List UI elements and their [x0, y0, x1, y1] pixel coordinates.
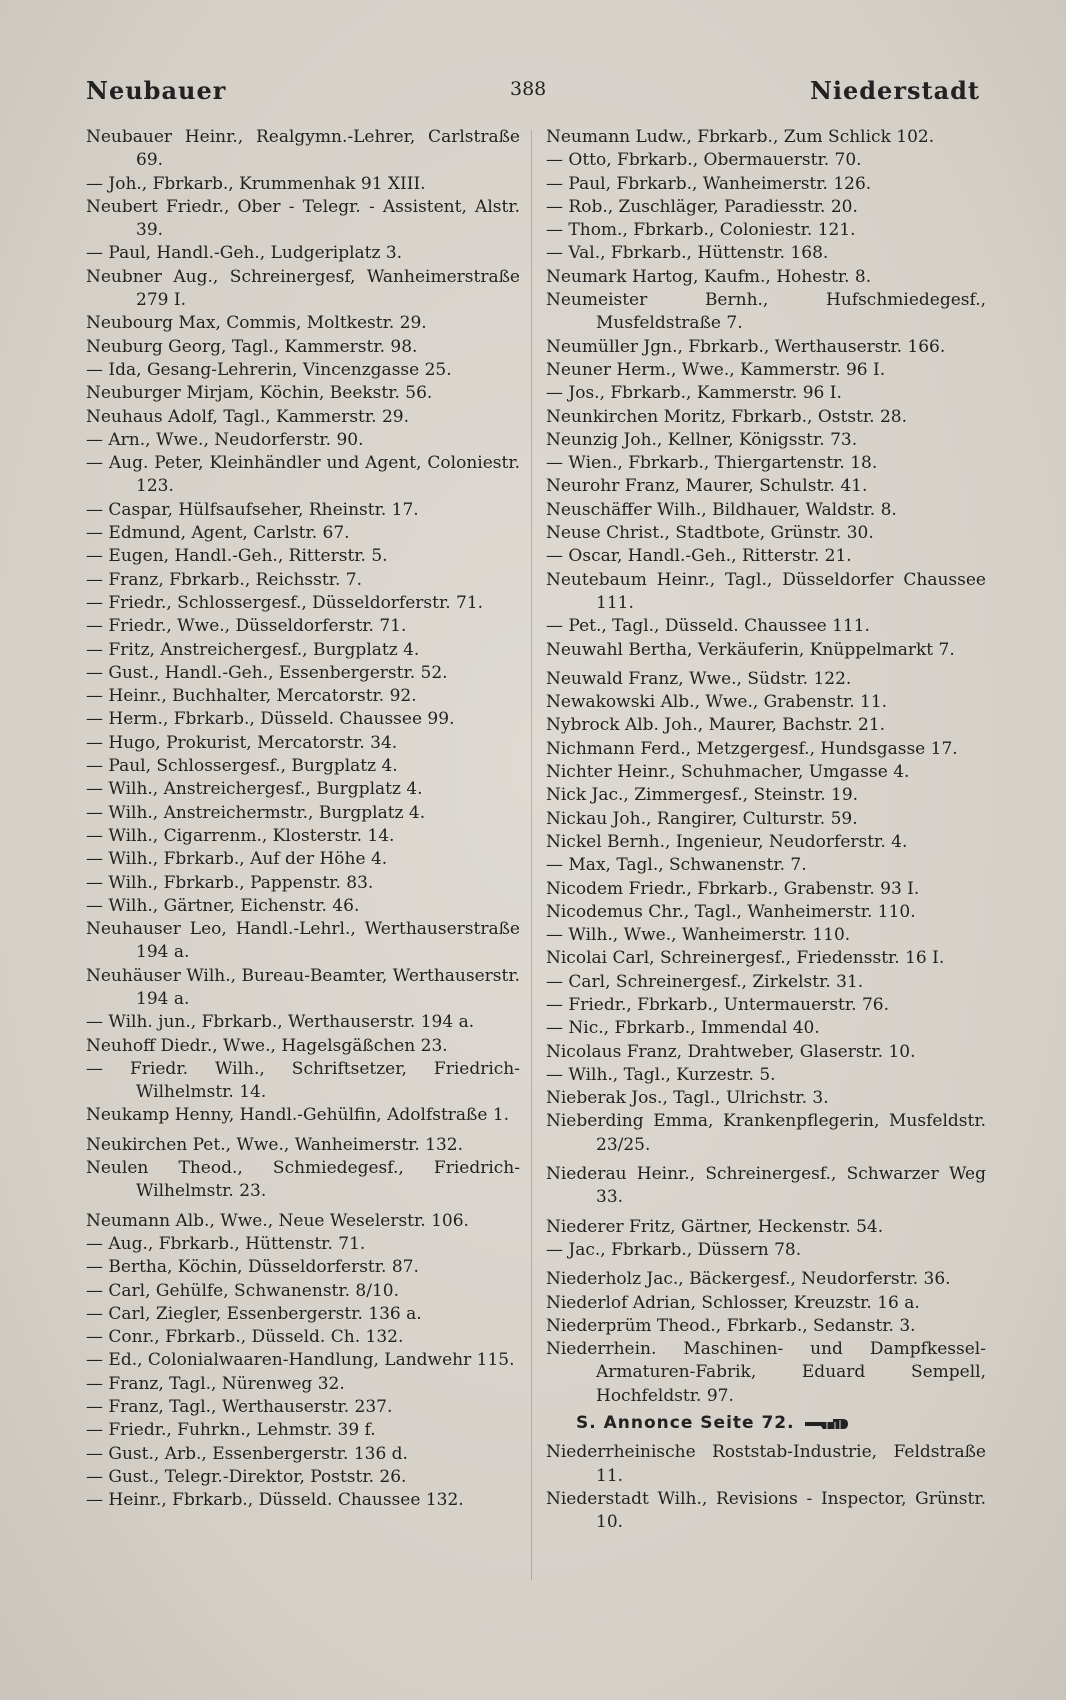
- list-item: — Gust., Handl.-Geh., Essenbergerstr. 52.: [86, 662, 448, 683]
- left-column: [86, 126, 520, 1513]
- list-item: — Friedr. Wilh., Schriftsetzer, Friedrich-Wilhelmstr. 14.: [86, 1058, 520, 1103]
- list-item: — Pet., Tagl., Düsseld. Chaussee 111.: [546, 616, 870, 637]
- list-item: Nybrock Alb. Joh., Maurer, Bachstr. 21.: [546, 715, 886, 736]
- list-item: Niederholz Jac., Bäckergesf., Neudorferstr. 36.: [546, 1269, 951, 1290]
- list-item: — Wilh., Gärtner, Eichenstr. 46.: [86, 895, 360, 916]
- list-item: — Gust., Telegr.-Direktor, Poststr. 26.: [86, 1466, 407, 1487]
- list-item: — Gust., Arb., Essenbergerstr. 136 d.: [86, 1443, 408, 1464]
- list-item: Newakowski Alb., Wwe., Grabenstr. 11.: [546, 692, 888, 713]
- list-item: — Wilh., Cigarrenm., Klosterstr. 14.: [86, 825, 395, 846]
- list-item: Neuburger Mirjam, Köchin, Beekstr. 56.: [86, 383, 433, 404]
- list-item: Neubner Aug., Schreinergesf, Wanheimerstraße 279 I.: [86, 266, 520, 311]
- list-item: — Edmund, Agent, Carlstr. 67.: [86, 523, 350, 544]
- list-item: Niederprüm Theod., Fbrkarb., Sedanstr. 3.: [546, 1315, 916, 1336]
- list-item: — Wilh., Fbrkarb., Pappenstr. 83.: [86, 872, 374, 893]
- list-item: — Carl, Schreinergesf., Zirkelstr. 31.: [546, 971, 864, 992]
- list-item: Niederrhein. Maschinen- und Dampfkessel-Armaturen-Fabrik, Eduard Sempell, Hochfeldstr. 97.: [546, 1339, 986, 1406]
- list-item: Nicolaus Franz, Drahtweber, Glaserstr. 10.: [546, 1041, 916, 1062]
- list-item: Neumark Hartog, Kaufm., Hohestr. 8.: [546, 266, 872, 287]
- list-item: Neuwahl Bertha, Verkäuferin, Knüppelmarkt 7.: [546, 639, 955, 660]
- list-item: — Wilh., Wwe., Wanheimerstr. 110.: [546, 925, 851, 946]
- list-item: — Val., Fbrkarb., Hüttenstr. 168.: [546, 243, 829, 264]
- list-item: — Otto, Fbrkarb., Obermauerstr. 70.: [546, 150, 862, 171]
- list-item: Neumeister Bernh., Hufschmiedegesf., Musfeldstraße 7.: [546, 290, 986, 334]
- list-item: Neubauer Heinr., Realgymn.-Lehrer, Carlstraße 69.: [86, 127, 520, 171]
- page-number: 388: [510, 78, 547, 100]
- list-item: — Wilh., Anstreichergesf., Burgplatz 4.: [86, 779, 423, 800]
- advertisement-reference-text: S. Annonce Seite 72.: [576, 1413, 795, 1434]
- list-item: — Aug., Fbrkarb., Hüttenstr. 71.: [86, 1233, 366, 1254]
- list-item: — Friedr., Wwe., Düsseldorferstr. 71.: [86, 616, 407, 637]
- list-item: Nieberding Emma, Krankenpflegerin, Musfeldstr. 23/25.: [546, 1111, 986, 1155]
- list-item: Nieberak Jos., Tagl., Ulrichstr. 3.: [546, 1088, 829, 1109]
- list-item: — Max, Tagl., Schwanenstr. 7.: [546, 855, 807, 876]
- list-item: Neuse Christ., Stadtbote, Grünstr. 30.: [546, 523, 874, 544]
- list-item: — Wilh., Anstreichermstr., Burgplatz 4.: [86, 802, 426, 823]
- list-item: — Ida, Gesang-Lehrerin, Vincenzgasse 25.: [86, 359, 452, 380]
- list-item: Neuhauser Leo, Handl.-Lehrl., Werthauserstraße 194 a.: [86, 919, 520, 963]
- list-item: Neuhäuser Wilh., Bureau-Beamter, Werthauserstr. 194 a.: [86, 965, 520, 1009]
- list-item: Neurohr Franz, Maurer, Schulstr. 41.: [546, 476, 868, 497]
- list-item: — Wilh., Tagl., Kurzestr. 5.: [546, 1064, 776, 1085]
- list-item: Neunkirchen Moritz, Fbrkarb., Oststr. 28.: [546, 406, 907, 427]
- header-left-keyword: Neubauer: [86, 76, 227, 105]
- list-item: — Bertha, Köchin, Düsseldorferstr. 87.: [86, 1257, 419, 1278]
- list-item: Neuhaus Adolf, Tagl., Kammerstr. 29.: [86, 406, 409, 427]
- list-item: Niederau Heinr., Schreinergesf., Schwarzer Weg 33.: [546, 1164, 986, 1208]
- list-item: — Eugen, Handl.-Geh., Ritterstr. 5.: [86, 546, 388, 567]
- list-item: — Wilh., Fbrkarb., Auf der Höhe 4.: [86, 849, 388, 870]
- list-item: Neutebaum Heinr., Tagl., Düsseldorfer Chaussee 111.: [546, 569, 986, 613]
- list-item: — Hugo, Prokurist, Mercatorstr. 34.: [86, 732, 398, 753]
- list-item: — Rob., Zuschläger, Paradiesstr. 20.: [546, 196, 858, 217]
- list-item: — Jos., Fbrkarb., Kammerstr. 96 I.: [546, 383, 842, 404]
- list-item: Neubourg Max, Commis, Moltkestr. 29.: [86, 313, 427, 334]
- list-item: — Franz, Tagl., Nürenweg 32.: [86, 1373, 345, 1394]
- list-item: Neumann Ludw., Fbrkarb., Zum Schlick 102.: [546, 127, 935, 147]
- list-item: — Carl, Gehülfe, Schwanenstr. 8/10.: [86, 1280, 400, 1301]
- list-item: Nichmann Ferd., Metzgergesf., Hundsgasse 17.: [546, 738, 958, 759]
- list-item: Neubert Friedr., Ober - Telegr. - Assistent, Alstr. 39.: [86, 196, 520, 241]
- list-item: Nicodemus Chr., Tagl., Wanheimerstr. 110.: [546, 901, 916, 922]
- list-item: — Franz, Fbrkarb., Reichsstr. 7.: [86, 569, 362, 590]
- list-item: Neunzig Joh., Kellner, Königsstr. 73.: [546, 429, 858, 450]
- list-item: Nichter Heinr., Schuhmacher, Umgasse 4.: [546, 762, 910, 783]
- list-item: — Oscar, Handl.-Geh., Ritterstr. 21.: [546, 546, 852, 567]
- column-divider: [531, 130, 532, 1580]
- list-item: Neuschäffer Wilh., Bildhauer, Waldstr. 8.: [546, 499, 897, 520]
- list-item: Neuwald Franz, Wwe., Südstr. 122.: [546, 668, 852, 689]
- list-item: — Franz, Tagl., Werthauserstr. 237.: [86, 1397, 393, 1418]
- list-item: Niederrheinische Roststab-Industrie, Feldstraße 11.: [546, 1442, 986, 1486]
- list-item: Nickel Bernh., Ingenieur, Neudorferstr. 4.: [546, 831, 908, 852]
- list-item: Nicodem Friedr., Fbrkarb., Grabenstr. 93 I.: [546, 878, 920, 899]
- list-item: — Paul, Schlossergesf., Burgplatz 4.: [86, 756, 398, 777]
- list-item: — Herm., Fbrkarb., Düsseld. Chaussee 99.: [86, 709, 455, 730]
- list-item: — Joh., Fbrkarb., Krummenhak 91 XIII.: [86, 173, 426, 194]
- list-item: Neulen Theod., Schmiedegesf., Friedrich-Wilhelmstr. 23.: [86, 1158, 520, 1202]
- list-item: — Friedr., Schlossergesf., Düsseldorferstr. 71.: [86, 592, 484, 613]
- list-item: Neukirchen Pet., Wwe., Wanheimerstr. 132.: [86, 1134, 464, 1155]
- right-column: [546, 126, 986, 1535]
- list-item: — Arn., Wwe., Neudorferstr. 90.: [86, 429, 364, 450]
- list-item: — Conr., Fbrkarb., Düsseld. Ch. 132.: [86, 1327, 404, 1348]
- list-item: Neumann Alb., Wwe., Neue Weselerstr. 106.: [86, 1210, 469, 1231]
- list-item: — Paul, Fbrkarb., Wanheimerstr. 126.: [546, 173, 872, 194]
- list-item: — Heinr., Fbrkarb., Düsseld. Chaussee 132.: [86, 1490, 464, 1511]
- list-item: — Friedr., Fuhrkn., Lehmstr. 39 f.: [86, 1420, 376, 1441]
- list-item: Nick Jac., Zimmergesf., Steinstr. 19.: [546, 785, 859, 806]
- list-item: Nicolai Carl, Schreinergesf., Friedensstr. 16 I.: [546, 948, 945, 969]
- advertisement-reference: [576, 1412, 986, 1435]
- list-item: — Wien., Fbrkarb., Thiergartenstr. 18.: [546, 453, 878, 474]
- running-header: [80, 70, 986, 110]
- list-item: — Ed., Colonialwaaren-Handlung, Landwehr 115.: [86, 1350, 515, 1371]
- list-item: — Friedr., Fbrkarb., Untermauerstr. 76.: [546, 994, 889, 1015]
- list-item: Neuburg Georg, Tagl., Kammerstr. 98.: [86, 336, 418, 357]
- list-item: — Heinr., Buchhalter, Mercatorstr. 92.: [86, 686, 417, 707]
- list-item: Niederer Fritz, Gärtner, Heckenstr. 54.: [546, 1216, 884, 1237]
- list-item: — Caspar, Hülfsaufseher, Rheinstr. 17.: [86, 499, 419, 520]
- header-right-keyword: Niederstadt: [809, 76, 980, 105]
- pointing-hand-icon: [803, 1416, 849, 1432]
- list-item: Neumüller Jgn., Fbrkarb., Werthauserstr. 166.: [546, 336, 946, 357]
- list-item: Nickau Joh., Rangirer, Culturstr. 59.: [546, 808, 858, 829]
- list-item: Neuner Herm., Wwe., Kammerstr. 96 I.: [546, 359, 886, 380]
- list-item: — Carl, Ziegler, Essenbergerstr. 136 a.: [86, 1303, 422, 1324]
- list-item: Neukamp Henny, Handl.-Gehülfin, Adolfstraße 1.: [86, 1105, 510, 1126]
- list-item: — Jac., Fbrkarb., Düssern 78.: [546, 1239, 802, 1260]
- list-item: Niederlof Adrian, Schlosser, Kreuzstr. 16 a.: [546, 1292, 920, 1313]
- list-item: — Fritz, Anstreichergesf., Burgplatz 4.: [86, 639, 420, 660]
- list-item: Neuhoff Diedr., Wwe., Hagelsgäßchen 23.: [86, 1035, 448, 1056]
- list-item: — Paul, Handl.-Geh., Ludgeriplatz 3.: [86, 243, 403, 264]
- list-item: Niederstadt Wilh., Revisions - Inspector, Grünstr. 10.: [546, 1488, 986, 1533]
- list-item: — Thom., Fbrkarb., Coloniestr. 121.: [546, 220, 856, 241]
- list-item: — Nic., Fbrkarb., Immendal 40.: [546, 1018, 820, 1039]
- list-item: — Aug. Peter, Kleinhändler und Agent, Coloniestr. 123.: [86, 453, 520, 497]
- list-item: — Wilh. jun., Fbrkarb., Werthauserstr. 194 a.: [86, 1012, 475, 1033]
